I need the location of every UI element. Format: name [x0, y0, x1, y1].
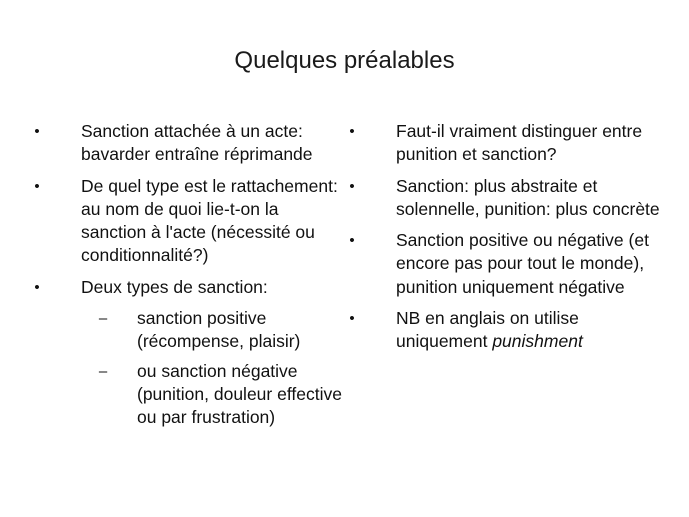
bullet-icon: • [34, 177, 40, 195]
list-item-text [396, 307, 675, 354]
list-item [30, 175, 342, 268]
list-item-text-italic: punishment [492, 331, 583, 352]
list-item [345, 175, 675, 222]
list-item-text: Sanction attachée à un acte: bavarder entraîne réprimande [81, 121, 313, 165]
list-item-text: Sanction positive ou négative (et encore pas pour tout le monde), punition uniquement négative [396, 230, 649, 297]
list-item-text: De quel type est le rattachement: au nom de quoi lie-t-on la sanction à l'acte (nécessité ou conditionnalité?) [81, 175, 338, 266]
list-item-text-plain: NB en anglais on utilise uniquement [396, 308, 579, 352]
bullet-icon: • [349, 177, 355, 195]
list-item-text: Deux types de sanction: [81, 276, 268, 297]
list-item [30, 120, 342, 167]
list-item-text: Faut-il vraiment distinguer entre punition et sanction? [396, 121, 643, 165]
sub-list-item-text: ou sanction négative (punition, douleur effective ou par frustration) [137, 360, 342, 428]
left-column [30, 120, 342, 438]
sub-list-item [30, 360, 342, 430]
list-item [345, 229, 675, 299]
sub-list-item-text: sanction positive (récompense, plaisir) [137, 308, 301, 352]
list-item [345, 307, 675, 354]
list-item-text: Sanction: plus abstraite et solennelle, punition: plus concrète [396, 175, 660, 219]
list-item [345, 120, 675, 167]
right-column [345, 120, 675, 362]
bullet-icon: • [34, 278, 40, 296]
dash-icon: – [98, 310, 108, 328]
sub-list [30, 307, 342, 429]
dash-icon: – [98, 362, 108, 380]
bullet-icon: • [349, 310, 355, 328]
bullet-icon: • [349, 123, 355, 140]
bullet-icon: • [34, 123, 40, 140]
slide-title: Quelques préalables [234, 47, 455, 74]
bullet-icon: • [349, 232, 355, 250]
sub-list-item [30, 307, 342, 354]
list-item [30, 276, 342, 430]
